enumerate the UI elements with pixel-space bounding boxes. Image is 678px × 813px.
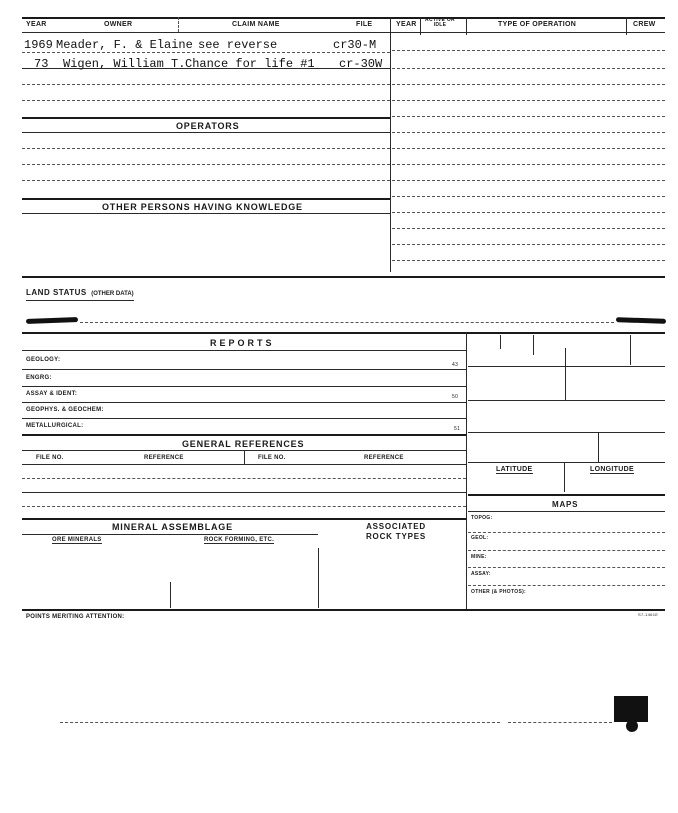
other-persons-divider [22, 213, 390, 214]
reports-header-line [22, 350, 466, 351]
mineral-heading: MINERAL ASSEMBLAGE [112, 522, 233, 532]
header-divider [22, 32, 665, 33]
coord-tick-5 [598, 432, 599, 462]
scan-artifact-line-2 [508, 722, 612, 723]
header-active-idle: ACTIVE OR IDLE [425, 17, 455, 28]
coord-line-1 [468, 366, 665, 367]
ink-blot-drip [626, 720, 638, 732]
maps-line-1 [468, 532, 665, 533]
ops-line-12 [392, 228, 665, 229]
maps-line-3 [468, 567, 665, 568]
coord-line-2 [468, 400, 665, 401]
points-meriting-attention-label: POINTS MERITING ATTENTION: [26, 614, 125, 620]
ops-line-4 [392, 100, 665, 101]
maps-divider [468, 511, 665, 512]
ops-line-3 [392, 84, 665, 85]
form-number: S7-1461E [638, 612, 659, 617]
reports-line-2 [22, 386, 466, 387]
scan-artifact-line-1 [60, 722, 500, 723]
references-file-no-1: FILE NO. [36, 455, 64, 461]
reports-geology-code: 43 [452, 362, 459, 368]
claim-row-line-4 [22, 100, 390, 101]
ops-line-9 [392, 180, 665, 181]
references-line-4 [22, 506, 466, 507]
ore-minerals-label: ORE MINERALS [52, 537, 102, 543]
maps-mine-label: MINE: [471, 554, 487, 560]
claim-1-year: 1969 [24, 38, 53, 52]
reports-line-4 [22, 418, 466, 419]
claim-row-line-1 [22, 52, 390, 53]
operators-line-2 [22, 148, 390, 149]
coord-tick-4 [630, 335, 631, 365]
operators-line-1 [22, 132, 390, 133]
header-type-of-operation: TYPE OF OPERATION [498, 21, 577, 28]
land-status-top-border [22, 276, 665, 278]
ink-smudge-right [616, 317, 666, 324]
coord-tick-3 [565, 348, 566, 400]
header-crew: CREW [633, 21, 656, 28]
land-status-line [80, 322, 614, 323]
references-reference-1: REFERENCE [144, 455, 184, 461]
reports-metallurgical-label: METALLURGICAL: [26, 423, 84, 429]
maps-geol-label: GEOL: [471, 535, 489, 541]
coord-tick-2 [533, 335, 534, 355]
maps-topog-label: TOPOG: [471, 515, 493, 521]
operators-top-border [22, 117, 390, 119]
header-year: YEAR [26, 21, 47, 28]
rock-forming-label: ROCK FORMING, ETC. [204, 537, 275, 543]
header-file: FILE [356, 21, 373, 28]
references-top-border [22, 434, 466, 436]
reports-line-1 [22, 369, 466, 370]
ops-line-13 [392, 244, 665, 245]
claim-2-year: 73 [34, 57, 49, 71]
lat-long-divider [564, 462, 565, 492]
maps-line-2 [468, 550, 665, 551]
references-line-2 [22, 478, 466, 479]
bottom-border [22, 609, 665, 611]
reports-engrg-label: ENGRG: [26, 375, 52, 381]
ops-sep-1 [420, 17, 421, 35]
reports-line-3 [22, 402, 466, 403]
claim-1-owner: Meader, F. & Elaine [56, 38, 193, 52]
ops-line-2 [392, 68, 665, 69]
header-claim-name: CLAIM NAME [232, 21, 280, 28]
ops-sep-2 [466, 17, 467, 35]
maps-line-4 [468, 585, 665, 586]
main-right-divider [466, 332, 467, 610]
claim-2-claim-name: Chance for life #1 [185, 57, 315, 71]
maps-heading: MAPS [552, 500, 579, 509]
mineral-divider-short [170, 582, 171, 608]
maps-assay-label: ASSAY: [471, 571, 491, 577]
ops-line-10 [392, 196, 665, 197]
coord-line-3 [468, 432, 665, 433]
ops-line-7 [392, 148, 665, 149]
reports-metallurgical-code: 51 [454, 426, 461, 432]
ops-line-14 [392, 260, 665, 261]
references-file-no-2: FILE NO. [258, 455, 286, 461]
ops-line-8 [392, 164, 665, 165]
references-reference-2: REFERENCE [364, 455, 404, 461]
maps-other-label: OTHER (& PHOTOS): [471, 589, 527, 595]
header-owner: OWNER [104, 21, 133, 28]
operators-line-3 [22, 164, 390, 165]
latitude-label: LATITUDE [496, 466, 533, 473]
ink-blot [614, 696, 648, 722]
other-persons-top-border [22, 198, 390, 200]
reports-top-border [22, 332, 665, 334]
associated-rock-types-heading: ASSOCIATED ROCK TYPES [365, 522, 426, 541]
ops-column-divider [390, 17, 391, 272]
mineral-divider-vertical [318, 548, 319, 608]
ink-smudge-left [26, 317, 78, 324]
ops-sep-3 [626, 17, 627, 35]
header-sep-1 [178, 17, 179, 32]
mineral-top-border [22, 518, 466, 520]
claim-2-owner: Wigen, William T. [63, 57, 186, 71]
land-status-subtitle: (OTHER DATA) [91, 291, 134, 297]
references-center-divider [244, 450, 245, 464]
longitude-label: LONGITUDE [590, 466, 634, 473]
reports-assay-code: 50 [452, 394, 459, 400]
claim-row-line-2 [22, 68, 390, 69]
claim-1-file: cr30-M [333, 38, 377, 52]
reports-geophys-label: GEOPHYS. & GEOCHEM: [26, 407, 104, 413]
coord-line-4 [468, 462, 665, 463]
other-persons-heading: OTHER PERSONS HAVING KNOWLEDGE [102, 202, 303, 212]
ops-line-5 [392, 116, 665, 117]
ops-line-11 [392, 212, 665, 213]
maps-top-border [468, 494, 665, 496]
references-line-1 [22, 464, 466, 465]
header-ops-year: YEAR [396, 21, 417, 28]
reports-assay-label: ASSAY & IDENT: [26, 391, 78, 397]
land-status-label [26, 282, 134, 301]
operators-line-4 [22, 180, 390, 181]
top-border [22, 17, 665, 19]
mineral-divider [22, 534, 318, 535]
references-line-3 [22, 492, 466, 493]
references-heading: GENERAL REFERENCES [182, 439, 305, 449]
claim-2-file: cr-30W [339, 57, 383, 71]
reports-heading: REPORTS [210, 338, 275, 348]
land-status-title: LAND STATUS [26, 288, 87, 297]
operators-heading: OPERATORS [176, 121, 240, 131]
ops-line-6 [392, 132, 665, 133]
claim-row-line-3 [22, 84, 390, 85]
ops-line-1 [392, 50, 665, 51]
coord-tick-1 [500, 335, 501, 349]
claim-1-claim-name: see reverse [198, 38, 278, 52]
reports-geology-label: GEOLOGY: [26, 357, 61, 363]
